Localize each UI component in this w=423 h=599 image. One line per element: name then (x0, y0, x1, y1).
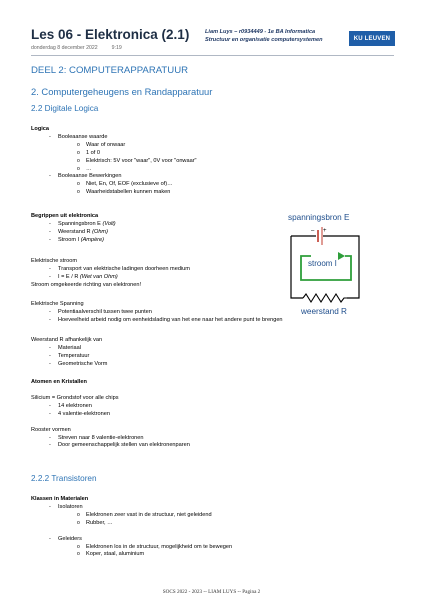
logica-list (31, 134, 197, 197)
stroom-title: Elektrische stroom (31, 258, 78, 264)
atomen-list (31, 403, 190, 419)
time-text: 9:19 (111, 45, 122, 51)
resistor-label: weerstand R (301, 307, 347, 316)
atomen-block (31, 379, 190, 450)
author-block (205, 29, 323, 44)
list-item: o Elektronen zeer vast in de structuur, niet geleidend (31, 512, 232, 520)
begrippen-title: Begrippen uit elektronica (31, 213, 99, 219)
list-item: o Niet, En, Of, EOF (exclusieve of)… (31, 181, 197, 189)
begrippen-list (31, 221, 116, 245)
list-item: o Waar of onwaar (31, 142, 197, 150)
page-date (31, 45, 136, 51)
weerstand-list (31, 345, 107, 369)
list-item: - Transport van elektrische ladingen doorheen medium (31, 266, 190, 274)
list-item: o Elektrisch: 5V voor "waar", 0V voor "onwaar" (31, 158, 197, 166)
page-footer: SOCS 2022 - 2023 -- LIAM LUYS -- Pagina 2 (162, 589, 261, 595)
source-label: spanningsbron E (288, 213, 350, 222)
stroom-list (31, 266, 190, 282)
list-item: - Booleaanse Bewerkingen (31, 173, 197, 181)
list-item: - Hoeveelheid arbeid nodig om eenheidslading van het ene naar het andere punt te brengen (31, 317, 283, 325)
list-item: - Potentiaalverschil tussen twee punten (31, 309, 283, 317)
stroom-note: Stroom omgekeerde richting van elektronen! (31, 281, 142, 288)
list-item: - 14 elektronen (31, 403, 190, 411)
part-heading: DEEL 2: COMPUTERAPPARATUUR (31, 65, 189, 76)
chapter-heading: 2. Computergeheugens en Randapparatuur (31, 86, 213, 97)
spanning-title: Elektrische Spanning (31, 301, 84, 307)
list-item: - Geometrische Vorm (31, 361, 107, 369)
spanning-block (31, 301, 283, 325)
header-divider (31, 55, 394, 56)
rooster-title: Rooster vormen (31, 426, 71, 433)
list-item: - Temperatuur (31, 353, 107, 361)
list-item: - Door gemeenschappelijk stellen van elektronenparen (31, 442, 190, 450)
list-item: o 1 of 0 (31, 150, 197, 158)
klassen-block (31, 496, 232, 559)
weerstand-title: Weerstand R afhankelijk van (31, 337, 103, 343)
section-heading-transistoren: 2.2.2 Transistoren (31, 474, 97, 483)
list-item: o Rubber, … (31, 520, 232, 528)
list-item: - Weerstand R (Ohm) (31, 229, 116, 237)
ku-leuven-logo: KU LEUVEN (349, 31, 395, 46)
list-item: - Stroom I (Ampère) (31, 237, 116, 245)
section-heading-digitale-logica: 2.2 Digitale Logica (31, 104, 99, 113)
rooster-list (31, 435, 190, 451)
stroom-block (31, 258, 190, 290)
silicium-line: Silicium = Grondstof voor alle chips (31, 394, 119, 401)
klassen-list (31, 504, 232, 559)
atomen-title: Atomen en Kristallen (31, 379, 87, 385)
spanning-list (31, 309, 283, 325)
list-item: - Isolatoren (31, 504, 232, 512)
logica-block (31, 126, 197, 197)
list-item: - Spanningsbron E (Volt) (31, 221, 116, 229)
resistor-symbol (303, 294, 347, 302)
date-text: donderdag 8 december 2022 (31, 45, 98, 51)
logica-title: Logica (31, 126, 50, 132)
list-item: - 4 valentie-elektronen (31, 411, 190, 419)
list-item: - I = E / R (Wet van Ohm) (31, 274, 190, 282)
list-item: o Waarheidstabellen kunnen maken (31, 189, 197, 197)
current-label: stroom I (308, 259, 337, 268)
course-line: Structuur en organisatie computersystemen (205, 36, 323, 43)
list-item: - Materiaal (31, 345, 107, 353)
author-line: Liam Luys – r0934449 - 1e BA Informatica (205, 29, 316, 35)
list-item: o Elektronen los in de structuur, mogelijkheid om te bewegen (31, 544, 232, 552)
list-item: - Streven naar 8 valentie-elektronen (31, 435, 190, 443)
current-arrow-head (338, 252, 345, 260)
circuit-diagram (283, 210, 383, 320)
klassen-title: Klassen in Materialen (31, 496, 89, 502)
page-title: Les 06 - Elektronica (2.1) (31, 27, 190, 42)
weerstand-block (31, 337, 107, 369)
list-item: - Geleiders (31, 536, 232, 544)
minus-sign: – (311, 228, 315, 234)
plus-sign: + (323, 228, 327, 234)
list-item: - Booleaanse waarde (31, 134, 197, 142)
list-item: o … (31, 166, 197, 174)
list-item: o Koper, staal, aluminium (31, 551, 232, 559)
begrippen-block (31, 213, 116, 245)
